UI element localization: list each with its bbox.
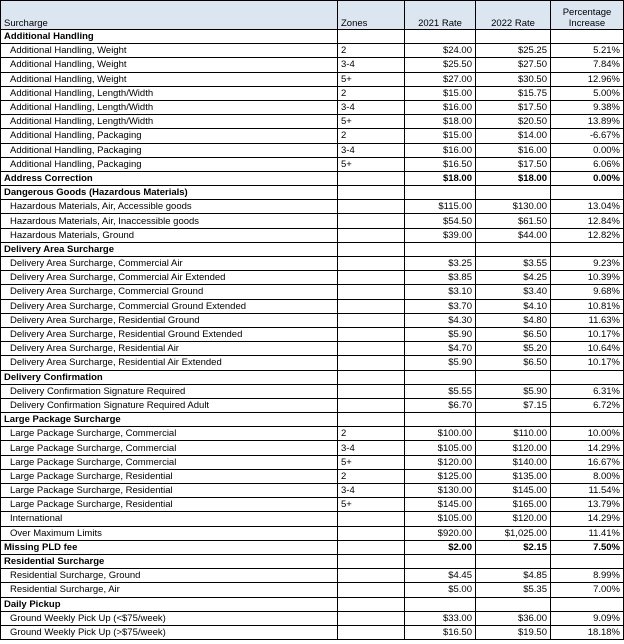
- table-row: [1, 455, 624, 469]
- rate-2021-cell: $27.00: [405, 72, 476, 86]
- rate-2022-cell: $120.00: [476, 512, 551, 526]
- surcharge-cell: Ground Weekly Pick Up (<$75/week): [1, 611, 338, 625]
- surcharge-cell: Delivery Confirmation Signature Required Adult: [1, 398, 338, 412]
- zone-cell: [338, 512, 405, 526]
- rate-2022-cell: $19.50: [476, 625, 551, 639]
- rate-2022-cell: $27.50: [476, 58, 551, 72]
- surcharge-cell: Large Package Surcharge, Commercial: [1, 427, 338, 441]
- percent-increase-cell: [551, 597, 624, 611]
- rate-2021-cell: $115.00: [405, 200, 476, 214]
- percent-increase-cell: 18.18%: [551, 625, 624, 639]
- rate-2021-cell: $6.70: [405, 398, 476, 412]
- table-row: [1, 327, 624, 341]
- surcharge-cell: Delivery Confirmation: [1, 370, 338, 384]
- rate-2021-cell: $18.00: [405, 171, 476, 185]
- header-row: [1, 1, 624, 30]
- percent-increase-cell: 10.64%: [551, 342, 624, 356]
- rate-2022-cell: $17.50: [476, 157, 551, 171]
- table-row: [1, 441, 624, 455]
- zone-cell: 5+: [338, 72, 405, 86]
- zone-cell: 3-4: [338, 143, 405, 157]
- rate-2022-cell: $15.75: [476, 86, 551, 100]
- table-row: [1, 86, 624, 100]
- table-row: [1, 72, 624, 86]
- percent-increase-cell: 11.54%: [551, 484, 624, 498]
- rate-2021-cell: $2.00: [405, 540, 476, 554]
- surcharge-cell: Additional Handling, Weight: [1, 58, 338, 72]
- rate-2022-cell: [476, 30, 551, 44]
- rate-2021-cell: $16.50: [405, 157, 476, 171]
- rate-2022-cell: $5.90: [476, 384, 551, 398]
- table-row: [1, 469, 624, 483]
- percent-increase-cell: 13.04%: [551, 200, 624, 214]
- percent-increase-cell: 11.63%: [551, 313, 624, 327]
- zone-cell: [338, 569, 405, 583]
- percent-increase-cell: [551, 242, 624, 256]
- rate-2022-cell: $120.00: [476, 441, 551, 455]
- percent-increase-cell: 10.17%: [551, 356, 624, 370]
- table-row: [1, 611, 624, 625]
- category-row: [1, 242, 624, 256]
- percent-increase-cell: 10.17%: [551, 327, 624, 341]
- surcharge-cell: Hazardous Materials, Ground: [1, 228, 338, 242]
- zone-cell: 5+: [338, 157, 405, 171]
- rate-2022-cell: $5.20: [476, 342, 551, 356]
- surcharge-cell: Residential Surcharge, Air: [1, 583, 338, 597]
- surcharge-cell: Additional Handling, Packaging: [1, 129, 338, 143]
- zone-cell: [338, 611, 405, 625]
- percent-increase-cell: 9.68%: [551, 285, 624, 299]
- percent-increase-cell: -6.67%: [551, 129, 624, 143]
- rate-2021-cell: $920.00: [405, 526, 476, 540]
- rate-2022-cell: $1,025.00: [476, 526, 551, 540]
- percent-increase-cell: 9.38%: [551, 100, 624, 114]
- rate-2022-cell: $140.00: [476, 455, 551, 469]
- table-row: [1, 115, 624, 129]
- rate-2022-cell: [476, 186, 551, 200]
- zone-cell: [338, 356, 405, 370]
- table-row: [1, 498, 624, 512]
- table-row: [1, 512, 624, 526]
- rate-2022-cell: $3.55: [476, 257, 551, 271]
- zone-cell: [338, 398, 405, 412]
- surcharge-cell: Delivery Area Surcharge, Commercial Ground: [1, 285, 338, 299]
- category-row: [1, 597, 624, 611]
- surcharge-cell: Hazardous Materials, Air, Inaccessible goods: [1, 214, 338, 228]
- rate-2022-cell: $2.15: [476, 540, 551, 554]
- rate-2021-cell: $100.00: [405, 427, 476, 441]
- rate-2021-cell: $105.00: [405, 441, 476, 455]
- percent-increase-cell: 11.41%: [551, 526, 624, 540]
- zone-cell: [338, 384, 405, 398]
- percent-increase-cell: 9.09%: [551, 611, 624, 625]
- percent-increase-cell: 12.96%: [551, 72, 624, 86]
- rate-2022-cell: $61.50: [476, 214, 551, 228]
- zone-cell: 2: [338, 44, 405, 58]
- rate-2022-cell: $4.85: [476, 569, 551, 583]
- rate-2021-cell: $25.50: [405, 58, 476, 72]
- surcharge-cell: Large Package Surcharge, Commercial: [1, 441, 338, 455]
- percent-increase-cell: [551, 370, 624, 384]
- zone-cell: 5+: [338, 115, 405, 129]
- table-row: [1, 356, 624, 370]
- rate-2021-cell: $33.00: [405, 611, 476, 625]
- percent-increase-cell: 8.00%: [551, 469, 624, 483]
- rate-2022-cell: $25.25: [476, 44, 551, 58]
- percent-increase-cell: [551, 30, 624, 44]
- surcharge-cell: Delivery Confirmation Signature Required: [1, 384, 338, 398]
- zone-cell: [338, 271, 405, 285]
- rate-2022-cell: [476, 554, 551, 568]
- rate-2021-cell: $5.55: [405, 384, 476, 398]
- zone-cell: 2: [338, 86, 405, 100]
- rate-2022-cell: $135.00: [476, 469, 551, 483]
- rate-2021-cell: [405, 413, 476, 427]
- surcharge-cell: Delivery Area Surcharge: [1, 242, 338, 256]
- table-row: [1, 200, 624, 214]
- surcharge-cell: Ground Weekly Pick Up (>$75/week): [1, 625, 338, 639]
- rate-2022-cell: $4.25: [476, 271, 551, 285]
- table-row: [1, 384, 624, 398]
- zone-cell: [338, 342, 405, 356]
- zone-cell: [338, 540, 405, 554]
- rate-2021-cell: $15.00: [405, 86, 476, 100]
- rate-2022-cell: $6.50: [476, 356, 551, 370]
- rate-2021-cell: $5.90: [405, 327, 476, 341]
- zone-cell: [338, 242, 405, 256]
- table-row: [1, 44, 624, 58]
- rate-2022-cell: $16.00: [476, 143, 551, 157]
- percent-increase-cell: 0.00%: [551, 143, 624, 157]
- rate-2021-cell: $5.90: [405, 356, 476, 370]
- rate-2021-cell: [405, 554, 476, 568]
- table-row: [1, 214, 624, 228]
- table-row: [1, 526, 624, 540]
- surcharge-cell: Additional Handling, Packaging: [1, 157, 338, 171]
- rate-2021-cell: $125.00: [405, 469, 476, 483]
- zone-cell: 2: [338, 427, 405, 441]
- surcharge-cell: Residential Surcharge: [1, 554, 338, 568]
- surcharge-cell: Large Package Surcharge, Residential: [1, 498, 338, 512]
- percent-increase-cell: 14.29%: [551, 512, 624, 526]
- surcharge-cell: Delivery Area Surcharge, Commercial Air: [1, 257, 338, 271]
- rate-2022-cell: $14.00: [476, 129, 551, 143]
- rate-2022-cell: $110.00: [476, 427, 551, 441]
- category-row: [1, 413, 624, 427]
- rate-2021-cell: $130.00: [405, 484, 476, 498]
- rate-2021-cell: $15.00: [405, 129, 476, 143]
- rate-2022-cell: $4.80: [476, 313, 551, 327]
- rate-2022-cell: $3.40: [476, 285, 551, 299]
- zone-cell: [338, 257, 405, 271]
- zone-cell: [338, 214, 405, 228]
- header-surcharge: Surcharge: [1, 1, 338, 30]
- rate-2021-cell: $54.50: [405, 214, 476, 228]
- rate-2022-cell: $165.00: [476, 498, 551, 512]
- table-body: [1, 30, 624, 640]
- zone-cell: [338, 327, 405, 341]
- surcharge-cell: Additional Handling, Length/Width: [1, 100, 338, 114]
- percent-increase-cell: 14.29%: [551, 441, 624, 455]
- table-row: [1, 569, 624, 583]
- rate-2021-cell: [405, 186, 476, 200]
- zone-cell: 3-4: [338, 441, 405, 455]
- rate-2022-cell: [476, 242, 551, 256]
- table-row: [1, 257, 624, 271]
- percent-increase-cell: 13.79%: [551, 498, 624, 512]
- header-pct-line2: Increase: [568, 18, 606, 29]
- table-row: [1, 484, 624, 498]
- zone-cell: [338, 413, 405, 427]
- surcharge-cell: Daily Pickup: [1, 597, 338, 611]
- header-2021-rate: 2021 Rate: [405, 1, 476, 30]
- surcharge-cell: Delivery Area Surcharge, Residential Ground Extended: [1, 327, 338, 341]
- percent-increase-cell: 5.00%: [551, 86, 624, 100]
- table-row: [1, 398, 624, 412]
- rate-2022-cell: [476, 413, 551, 427]
- percent-increase-cell: 13.89%: [551, 115, 624, 129]
- percent-increase-cell: 7.00%: [551, 583, 624, 597]
- rate-2022-cell: $6.50: [476, 327, 551, 341]
- rate-2022-cell: $20.50: [476, 115, 551, 129]
- zone-cell: [338, 597, 405, 611]
- zone-cell: 3-4: [338, 100, 405, 114]
- rate-2021-cell: $4.45: [405, 569, 476, 583]
- rate-2022-cell: $30.50: [476, 72, 551, 86]
- percent-increase-cell: 7.84%: [551, 58, 624, 72]
- surcharge-cell: Additional Handling, Length/Width: [1, 115, 338, 129]
- percent-increase-cell: 9.23%: [551, 257, 624, 271]
- surcharge-cell: Delivery Area Surcharge, Residential Air: [1, 342, 338, 356]
- surcharge-cell: Additional Handling, Weight: [1, 72, 338, 86]
- surcharge-cell: Additional Handling, Length/Width: [1, 86, 338, 100]
- rate-2021-cell: $3.10: [405, 285, 476, 299]
- rate-2021-cell: $145.00: [405, 498, 476, 512]
- surcharge-cell: Hazardous Materials, Air, Accessible goods: [1, 200, 338, 214]
- percent-increase-cell: 10.81%: [551, 299, 624, 313]
- surcharge-cell: International: [1, 512, 338, 526]
- category-row: [1, 186, 624, 200]
- zone-cell: 3-4: [338, 58, 405, 72]
- surcharge-cell: Large Package Surcharge, Residential: [1, 469, 338, 483]
- rate-2022-cell: $130.00: [476, 200, 551, 214]
- surcharge-cell: Large Package Surcharge, Residential: [1, 484, 338, 498]
- table-row: [1, 427, 624, 441]
- table-row: [1, 313, 624, 327]
- rate-2021-cell: $3.25: [405, 257, 476, 271]
- rate-2021-cell: $24.00: [405, 44, 476, 58]
- rate-2021-cell: $16.50: [405, 625, 476, 639]
- header-percentage-increase: [551, 1, 624, 30]
- zone-cell: 3-4: [338, 484, 405, 498]
- header-pct-line1: Percentage: [562, 7, 612, 18]
- rate-2022-cell: $4.10: [476, 299, 551, 313]
- zone-cell: 5+: [338, 498, 405, 512]
- rate-2021-cell: $3.85: [405, 271, 476, 285]
- rate-2021-cell: $39.00: [405, 228, 476, 242]
- rate-2022-cell: $44.00: [476, 228, 551, 242]
- rate-2022-cell: $17.50: [476, 100, 551, 114]
- surcharge-cell: Additional Handling, Packaging: [1, 143, 338, 157]
- percent-increase-cell: [551, 554, 624, 568]
- surcharge-cell: Dangerous Goods (Hazardous Materials): [1, 186, 338, 200]
- rate-2021-cell: $3.70: [405, 299, 476, 313]
- rate-2021-cell: [405, 370, 476, 384]
- table-row: [1, 129, 624, 143]
- zone-cell: 5+: [338, 455, 405, 469]
- header-2022-rate: 2022 Rate: [476, 1, 551, 30]
- surcharge-cell: Address Correction: [1, 171, 338, 185]
- rate-2021-cell: $105.00: [405, 512, 476, 526]
- rate-2021-cell: $18.00: [405, 115, 476, 129]
- surcharge-cell: Additional Handling: [1, 30, 338, 44]
- percent-increase-cell: 6.31%: [551, 384, 624, 398]
- rate-2021-cell: $5.00: [405, 583, 476, 597]
- rate-2022-cell: $36.00: [476, 611, 551, 625]
- surcharge-cell: Over Maximum Limits: [1, 526, 338, 540]
- percent-increase-cell: [551, 413, 624, 427]
- rate-2022-cell: $18.00: [476, 171, 551, 185]
- zone-cell: [338, 228, 405, 242]
- table-row: [1, 143, 624, 157]
- percent-increase-cell: 10.39%: [551, 271, 624, 285]
- zone-cell: [338, 186, 405, 200]
- surcharge-cell: Missing PLD fee: [1, 540, 338, 554]
- rate-2022-cell: [476, 597, 551, 611]
- rate-2021-cell: [405, 597, 476, 611]
- surcharge-cell: Delivery Area Surcharge, Commercial Air Extended: [1, 271, 338, 285]
- zone-cell: [338, 625, 405, 639]
- zone-cell: 2: [338, 469, 405, 483]
- percent-increase-cell: 0.00%: [551, 171, 624, 185]
- zone-cell: [338, 554, 405, 568]
- table-row: [1, 299, 624, 313]
- table-row: [1, 157, 624, 171]
- category-row: [1, 30, 624, 44]
- percent-increase-cell: 6.06%: [551, 157, 624, 171]
- rate-2021-cell: $16.00: [405, 143, 476, 157]
- zone-cell: [338, 171, 405, 185]
- zone-cell: [338, 299, 405, 313]
- table-row: [1, 228, 624, 242]
- percent-increase-cell: 10.00%: [551, 427, 624, 441]
- zone-cell: [338, 370, 405, 384]
- table-row: [1, 100, 624, 114]
- rate-2021-cell: [405, 30, 476, 44]
- percent-increase-cell: 6.72%: [551, 398, 624, 412]
- rate-2022-cell: $5.35: [476, 583, 551, 597]
- percent-increase-cell: 12.84%: [551, 214, 624, 228]
- zone-cell: [338, 200, 405, 214]
- table-row: [1, 58, 624, 72]
- table-row: [1, 625, 624, 639]
- percent-increase-cell: 5.21%: [551, 44, 624, 58]
- surcharge-cell: Residential Surcharge, Ground: [1, 569, 338, 583]
- zone-cell: [338, 285, 405, 299]
- rate-2022-cell: $7.15: [476, 398, 551, 412]
- percent-increase-cell: [551, 186, 624, 200]
- rate-2021-cell: $120.00: [405, 455, 476, 469]
- zone-cell: [338, 313, 405, 327]
- table-row: [1, 285, 624, 299]
- surcharge-cell: Large Package Surcharge, Commercial: [1, 455, 338, 469]
- category-row: [1, 554, 624, 568]
- percent-increase-cell: 8.99%: [551, 569, 624, 583]
- zone-cell: [338, 583, 405, 597]
- percent-increase-cell: 16.67%: [551, 455, 624, 469]
- surcharge-cell: Large Package Surcharge: [1, 413, 338, 427]
- surcharge-cell: Delivery Area Surcharge, Residential Air Extended: [1, 356, 338, 370]
- header-zones: Zones: [338, 1, 405, 30]
- category-row: [1, 370, 624, 384]
- rate-2021-cell: [405, 242, 476, 256]
- surcharge-cell: Additional Handling, Weight: [1, 44, 338, 58]
- rate-2021-cell: $4.70: [405, 342, 476, 356]
- zone-cell: 2: [338, 129, 405, 143]
- category-row: [1, 171, 624, 185]
- rate-2021-cell: $16.00: [405, 100, 476, 114]
- percent-increase-cell: 12.82%: [551, 228, 624, 242]
- table-row: [1, 342, 624, 356]
- table-row: [1, 583, 624, 597]
- table-row: [1, 271, 624, 285]
- category-row: [1, 540, 624, 554]
- zone-cell: [338, 526, 405, 540]
- rate-2021-cell: $4.30: [405, 313, 476, 327]
- zone-cell: [338, 30, 405, 44]
- surcharge-cell: Delivery Area Surcharge, Residential Ground: [1, 313, 338, 327]
- percent-increase-cell: 7.50%: [551, 540, 624, 554]
- surcharge-cell: Delivery Area Surcharge, Commercial Ground Extended: [1, 299, 338, 313]
- rate-2022-cell: $145.00: [476, 484, 551, 498]
- rate-2022-cell: [476, 370, 551, 384]
